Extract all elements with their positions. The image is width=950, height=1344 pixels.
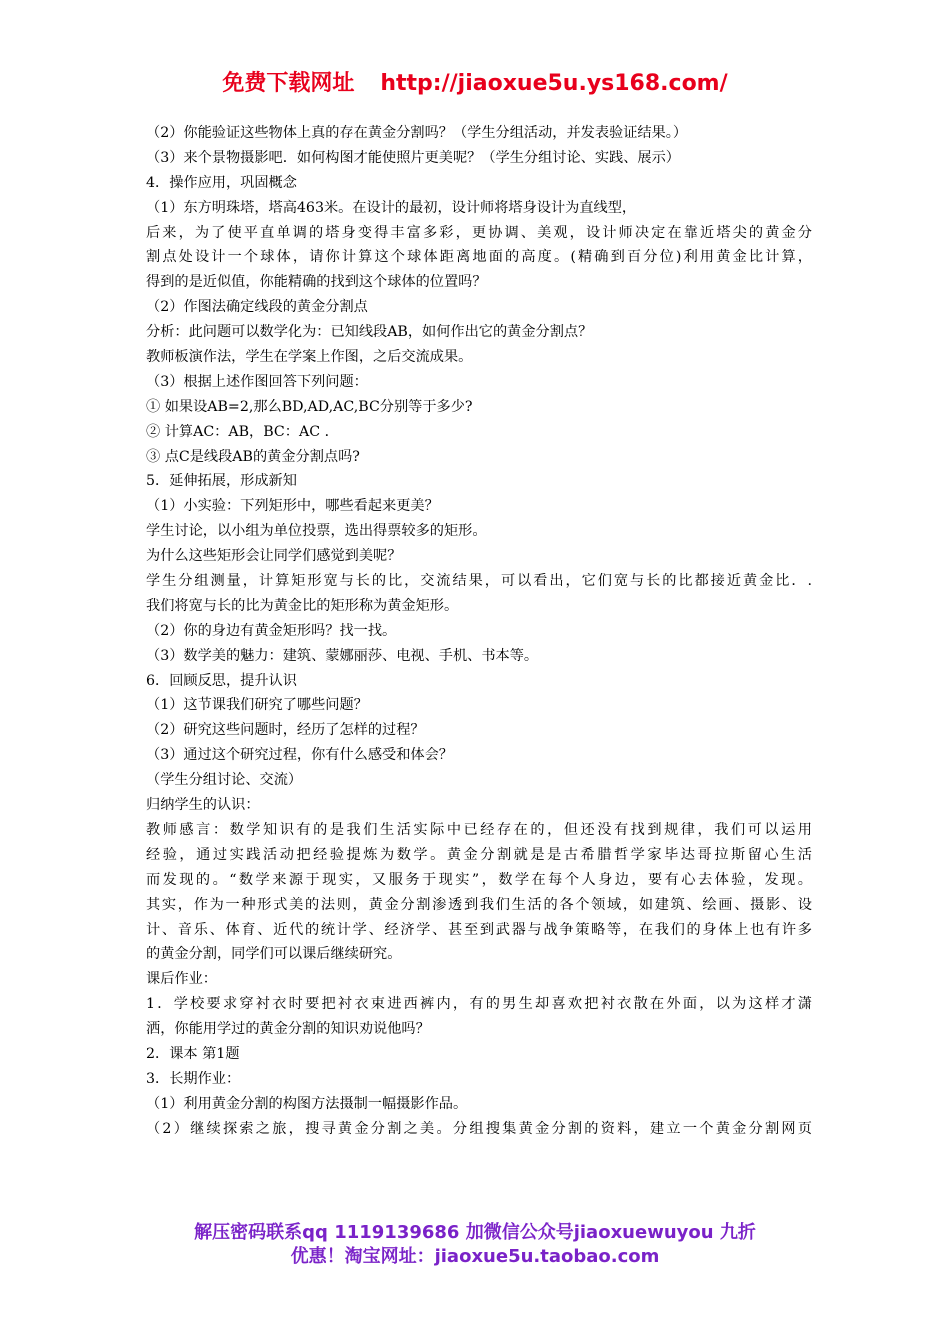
text-line: （1）利用黄金分割的构图方法摄制一幅摄影作品。 (146, 1095, 468, 1112)
text-line: 教师感言：数学知识有的是我们生活实际中已经存在的，但还没有找到规律，我们可以运用 (146, 821, 812, 838)
text-line: （2）你的身边有黄金矩形吗？找一找。 (146, 622, 397, 639)
text-line: 其实，作为一种形式美的法则，黄金分割渗透到我们生活的各个领域，如建筑、绘画、摄影、设 (146, 896, 812, 913)
text-line: 计、音乐、体育、近代的统计学、经济学、甚至到武器与战争策略等，在我们的身体上也有许多 (146, 921, 812, 938)
text-line: ③ 点C是线段AB的黄金分割点吗? (146, 448, 360, 465)
document-body (146, 121, 812, 1142)
text-line: （3）数学美的魅力：建筑、蒙娜丽莎、电视、手机、书本等。 (146, 647, 539, 664)
text-line: 6．回顾反思，提升认识 (146, 672, 297, 689)
text-line: 分析：此问题可以数学化为：已知线段AB，如何作出它的黄金分割点？ (146, 324, 593, 341)
text-line: 经验，通过实践活动把经验提炼为数学。黄金分割就是是古希腊哲学家毕达哥拉斯留心生活 (146, 846, 812, 863)
text-line: （2）继续探索之旅，搜寻黄金分割之美。分组搜集黄金分割的资料，建立一个黄金分割网页 (146, 1120, 812, 1137)
text-line: ① 如果设AB=2,那么BD,AD,AC,BC分别等于多少? (146, 398, 473, 415)
text-line: （3）通过这个研究过程，你有什么感受和体会？ (146, 747, 453, 764)
text-line: （2）研究这些问题时，经历了怎样的过程？ (146, 722, 425, 739)
text-line: 1．学校要求穿衬衣时要把衬衣束进西裤内，有的男生却喜欢把衬衣散在外面，以为这样才潇 (146, 996, 812, 1013)
text-line: （1）这节课我们研究了哪些问题？ (146, 697, 368, 714)
text-line: 课后作业： (146, 971, 217, 988)
text-line: （2）作图法确定线段的黄金分割点 (146, 299, 368, 316)
text-line: 4．操作应用，巩固概念 (146, 174, 297, 191)
text-line: 为什么这些矩形会让同学们感觉到美呢？ (146, 548, 402, 565)
text-line: 洒，你能用学过的黄金分割的知识劝说他吗？ (146, 1021, 430, 1038)
header-label: 免费下载网址 (222, 71, 355, 96)
text-line: 5．延伸拓展，形成新知 (146, 473, 297, 490)
text-line: ② 计算AC：AB，BC：AC ． (146, 423, 339, 440)
text-line: 归纳学生的认识： (146, 797, 260, 814)
footer-line-2: 优惠！淘宝网址：jiaoxue5u.taobao.com (290, 1246, 660, 1267)
text-line: 割点处设计一个球体，请你计算这个球体距离地面的高度。(精确到百分位)利用黄金比计算， (146, 249, 812, 266)
text-line: 我们将宽与长的比为黄金比的矩形称为黄金矩形。 (146, 597, 459, 614)
text-line: （2）你能验证这些物体上真的存在黄金分割吗？（学生分组活动，并发表验证结果。） (146, 125, 688, 141)
text-line: 而发现的。“数学来源于现实，又服务于现实”，数学在每个人身边，要有心去体验，发现。 (146, 871, 812, 888)
text-line: 3．长期作业： (146, 1070, 241, 1087)
text-line: （1）小实验：下列矩形中，哪些看起来更美？ (146, 498, 439, 515)
text-line: 教师板演作法，学生在学案上作图，之后交流成果。 (146, 349, 473, 366)
text-line: 得到的是近似值，你能精确的找到这个球体的位置吗？ (146, 274, 487, 291)
text-line: （学生分组讨论、交流） (146, 772, 303, 789)
text-line: （1）东方明珠塔，塔高463米。在设计的最初，设计师将塔身设计为直线型， (146, 199, 637, 216)
text-line: （3）根据上述作图回答下列问题： (146, 373, 368, 390)
text-line: 后来，为了使平直单调的塔身变得丰富多彩，更协调、美观，设计师决定在靠近塔尖的黄金分 (146, 224, 812, 241)
page-header (0, 66, 950, 97)
footer-line-1: 解压密码联系qq 1119139686 加微信公众号jiaoxuewuyou 九折 (194, 1222, 756, 1243)
text-line: 学生分组测量，计算矩形宽与长的比，交流结果，可以看出，它们宽与长的比都接近黄金比．. (146, 573, 812, 590)
text-line: 2．课本 第1题 (146, 1045, 240, 1062)
header-url-link[interactable]: http://jiaoxue5u.ys168.com/ (380, 71, 728, 96)
text-line: 学生讨论，以小组为单位投票，选出得票较多的矩形。 (146, 523, 487, 540)
page-footer (0, 1221, 950, 1269)
text-line: 的黄金分割，同学们可以课后继续研究。 (146, 946, 402, 963)
text-line: （3）来个景物摄影吧．如何构图才能使照片更美呢？（学生分组讨论、实践、展示） (146, 149, 680, 166)
